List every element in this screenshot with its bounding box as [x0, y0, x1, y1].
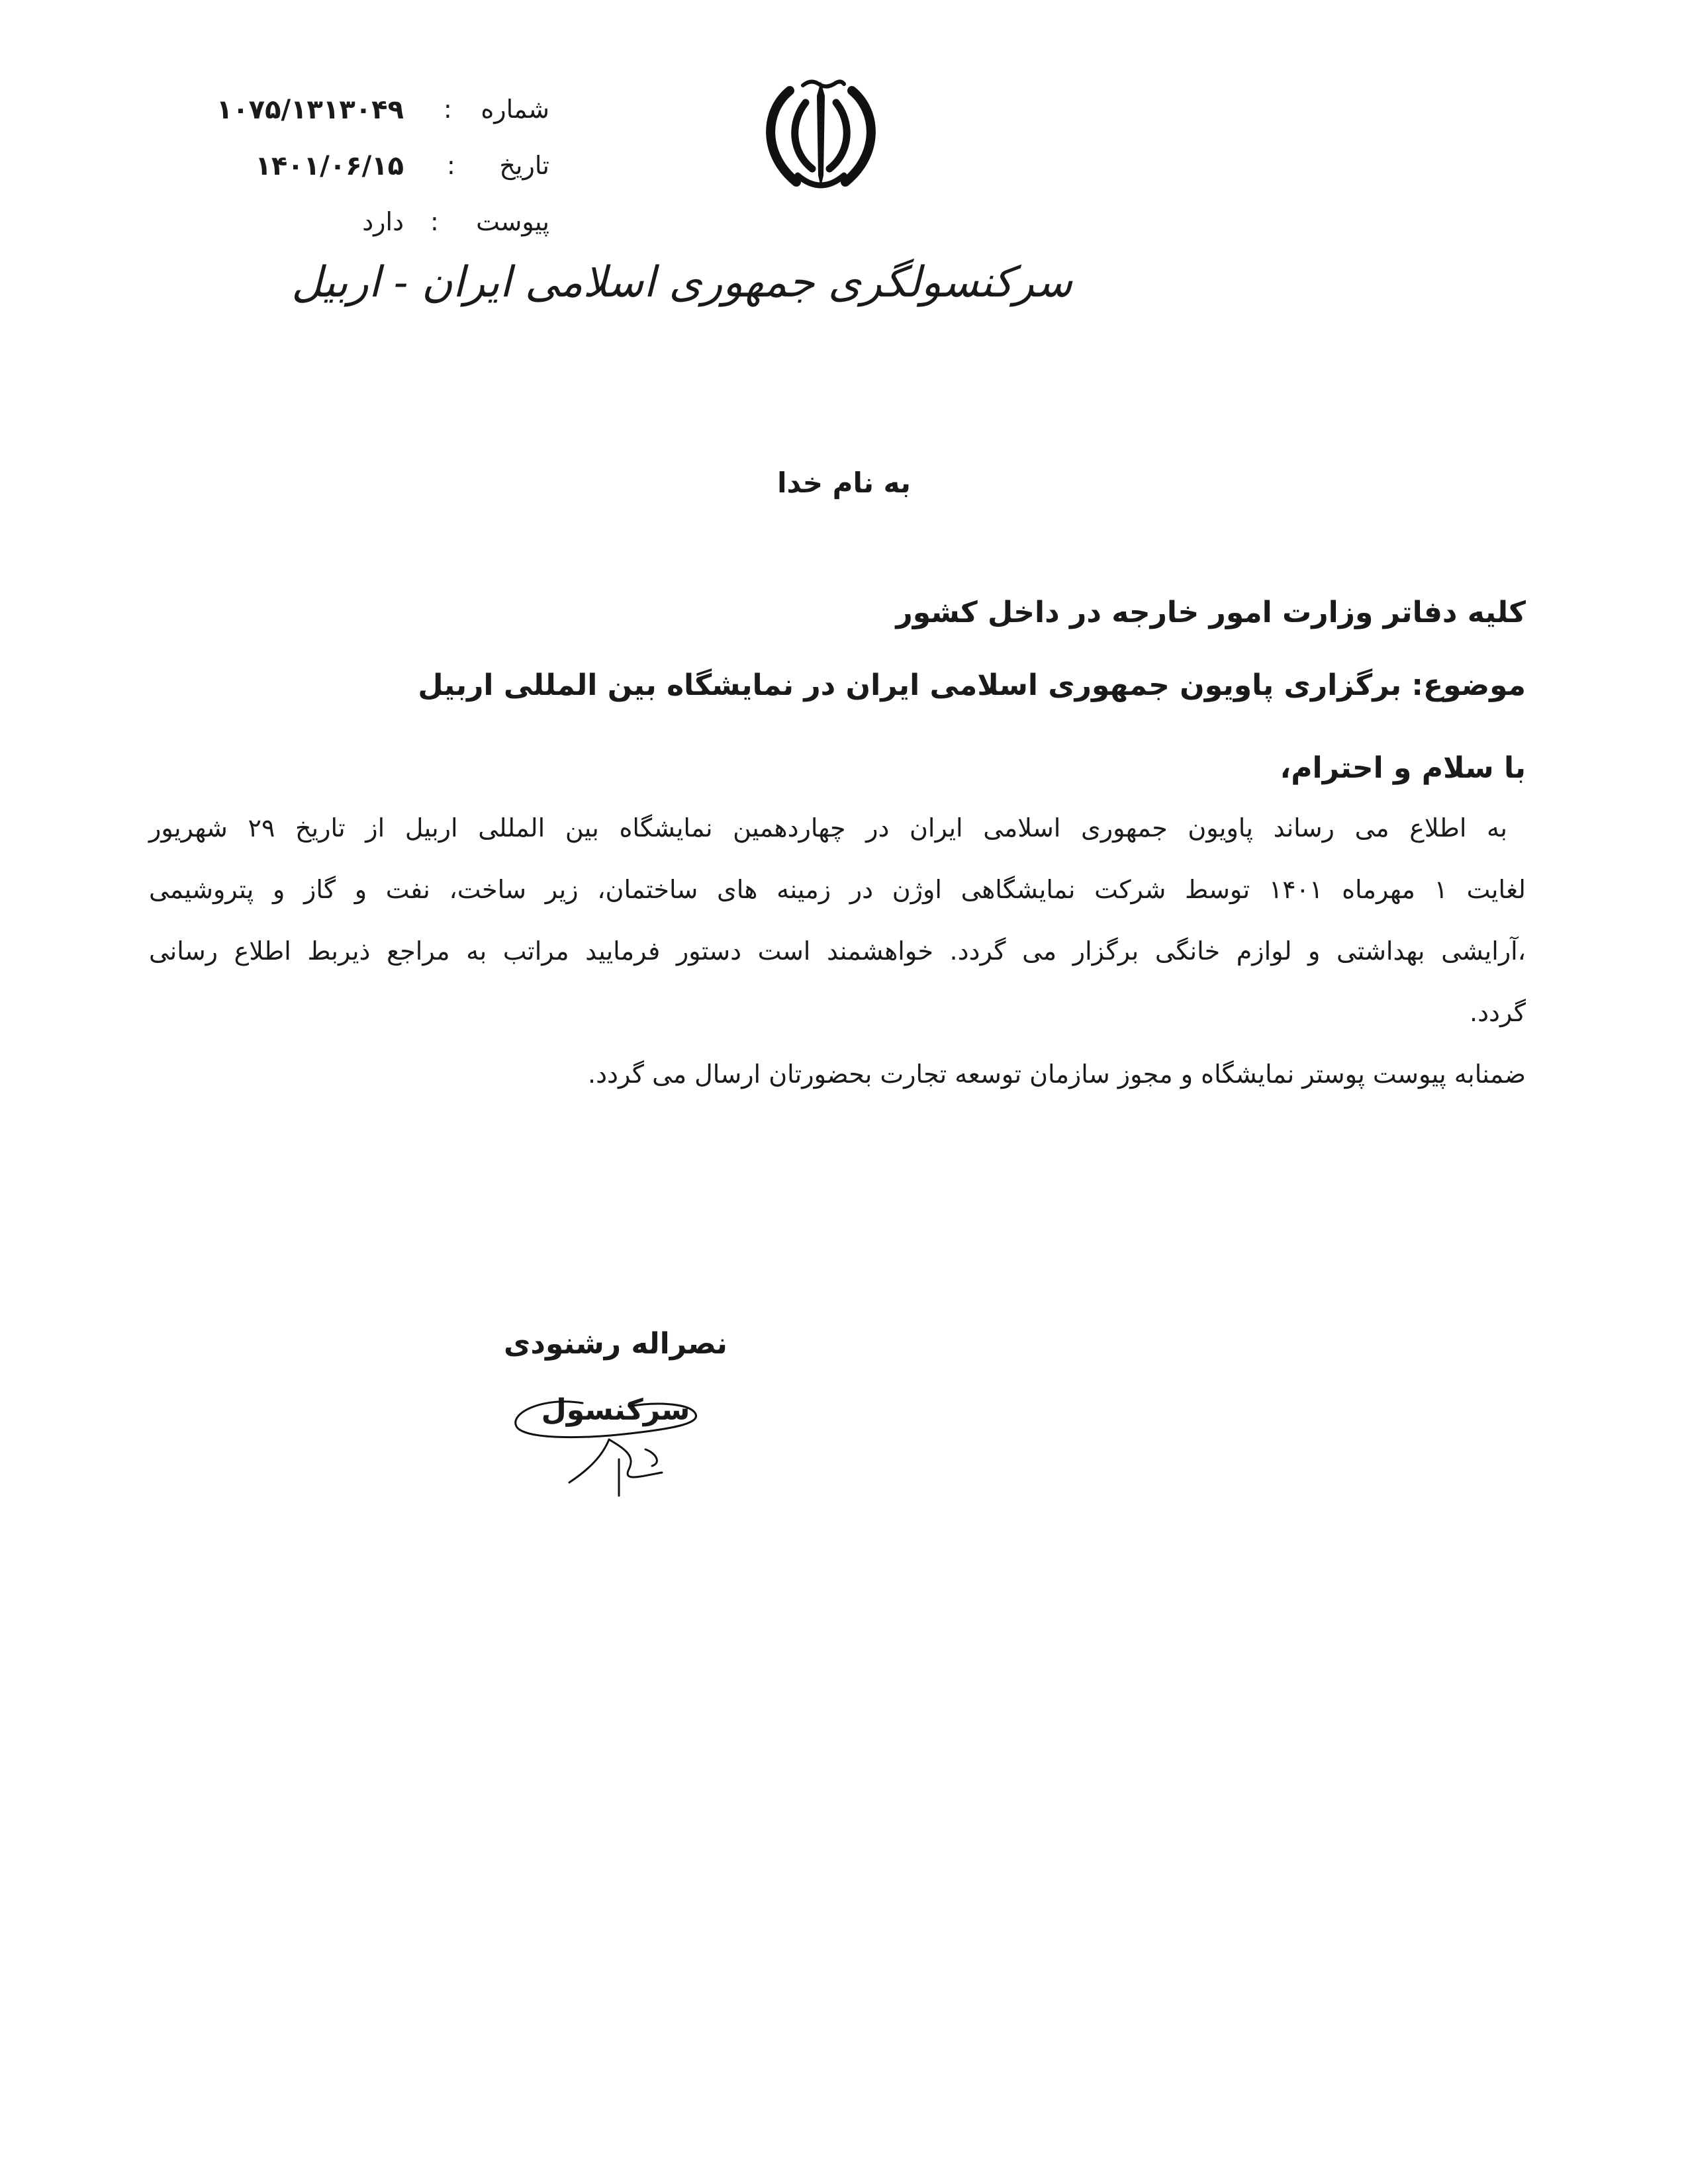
- document-date-value: ۱۴۰۱/۰۶/۱۵: [255, 151, 404, 181]
- colon: :: [447, 151, 455, 180]
- subject-line: موضوع: برگزاری پاویون جمهوری اسلامی ایران در نمایشگاه بین المللی اربیل: [418, 668, 1526, 702]
- body-line: لغایت ۱ مهرماه ۱۴۰۱ توسط شرکت نمایشگاهی اوژن در زمینه های ساختمان، زیر ساخت، نفت و گاز و پتروشیمی: [149, 875, 1526, 904]
- attachment-note: ضمنابه پیوست پوستر نمایشگاه و مجوز سازمان توسعه تجارت بحضورتان ارسال می گردد.: [588, 1060, 1526, 1089]
- colon: :: [444, 95, 452, 124]
- document-number-label: شماره: [481, 95, 549, 124]
- document-number-value: ۱۰۷۵/۱۳۱۳۰۴۹: [216, 95, 404, 125]
- body-line: به اطلاع می رساند پاویون جمهوری اسلامی ایران در چهاردهمین نمایشگاه بین المللی اربیل از تاریخ ۲۹ شهریور: [149, 813, 1508, 842]
- iran-emblem-icon: [758, 76, 884, 192]
- document-attachment-row: [86, 207, 549, 253]
- organization-name: سرکنسولگری جمهوری اسلامی ایران - اربیل: [291, 258, 1072, 307]
- document-date-label: تاریخ: [499, 151, 549, 180]
- signatory-title: سرکنسول: [541, 1393, 690, 1427]
- document-attachment-value: دارد: [362, 207, 404, 236]
- basmala: به نام خدا: [777, 467, 911, 499]
- greeting: با سلام و احترام،: [1280, 751, 1526, 785]
- handwritten-signature: [503, 1377, 728, 1509]
- body-line: گردد.: [1470, 998, 1526, 1027]
- signatory-name: نصراله رشنودی: [504, 1327, 727, 1361]
- letter-body: [149, 797, 1526, 1105]
- body-line: ،آرایشی بهداشتی و لوازم خانگی برگزار می گردد. خواهشمند است دستور فرمایید مراتب به مراجع ذیربط اطلاع رسانی: [149, 936, 1526, 966]
- recipient-line: کلیه دفاتر وزارت امور خارجه در داخل کشور: [896, 596, 1526, 629]
- document-attachment-label: پیوست: [476, 207, 549, 236]
- document-date-row: [86, 151, 549, 197]
- colon: :: [430, 207, 439, 236]
- document-number-row: [86, 95, 549, 141]
